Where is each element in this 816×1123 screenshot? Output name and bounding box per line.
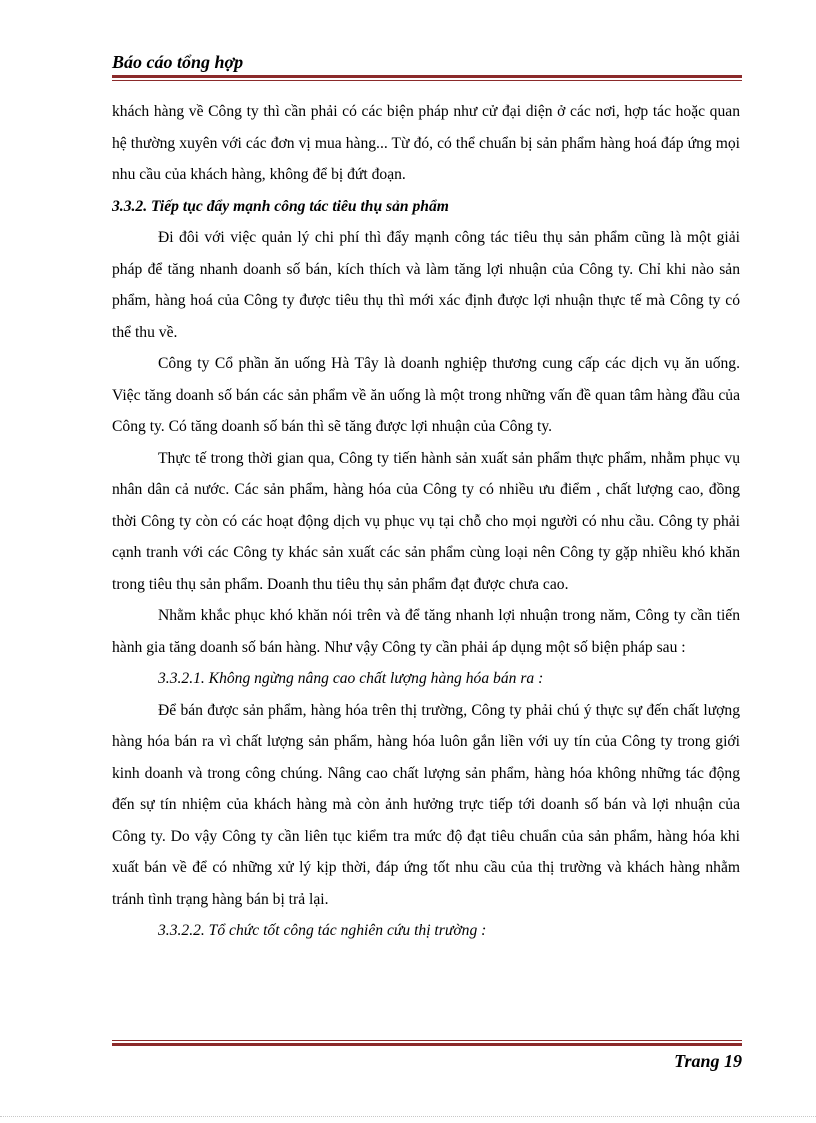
footer-rule-thin: [112, 1040, 742, 1041]
paragraph: Để bán được sản phẩm, hàng hóa trên thị trường, Công ty phải chú ý thực sự đến chất lượng hàng hóa bán ra vì chất lượng sản phẩm, hàng hóa luôn gắn liền với uy tín của Công ty trong giới kinh doanh và trong công chúng. Nâng cao chất lượng sản phẩm, hàng hóa không những tác động đến sự tín nhiệm của khách hàng mà còn ảnh hưởng trực tiếp tới doanh số bán và lợi nhuận của Công ty. Do vậy Công ty cần liên tục kiểm tra mức độ đạt tiêu chuẩn của sản phẩm, hàng hóa khi xuất bán về để có những xử lý kịp thời, đáp ứng tốt nhu cầu của thị trường và khách hàng nhằm tránh tình trạng hàng bán bị trả lại.: [112, 701, 740, 908]
body-content: [112, 96, 740, 947]
section-heading: 3.3.2. Tiếp tục đẩy mạnh công tác tiêu thụ sản phẩm: [112, 197, 449, 215]
paragraph: Đi đôi với việc quản lý chi phí thì đẩy mạnh công tác tiêu thụ sản phẩm cũng là một giải pháp để tăng nhanh doanh số bán, kích thích và làm tăng lợi nhuận của Công ty. Chỉ khi nào sản phẩm, hàng hoá của Công ty được tiêu thụ thì mới xác định được lợi nhuận thực tế mà Công ty có thể thu về.: [112, 229, 740, 341]
page-number: Trang 19: [674, 1051, 742, 1071]
subsection-heading: 3.3.2.2. Tổ chức tốt công tác nghiên cứu thị trường :: [158, 922, 487, 939]
paragraph: khách hàng về Công ty thì cần phải có các biện pháp như cử đại diện ở các nơi, hợp tác hoặc quan hệ thường xuyên với các đơn vị mua hàng... Từ đó, có thể chuẩn bị sản phẩm hàng hoá đáp ứng mọi nhu cầu của khách hàng, không để bị đứt đoạn.: [112, 103, 740, 183]
paragraph: Thực tế trong thời gian qua, Công ty tiến hành sản xuất sản phẩm thực phẩm, nhằm phục vụ nhân dân cả nước. Các sản phẩm, hàng hóa của Công ty có nhiều ưu điểm , chất lượng cao, đồng thời Công ty còn có các hoạt động dịch vụ phục vụ tại chỗ cho mọi người có nhu cầu. Công ty phải cạnh tranh với các Công ty khác sản xuất các sản phẩm cùng loại nên Công ty gặp nhiều khó khăn trong tiêu thụ sản phẩm. Doanh thu tiêu thụ sản phẩm đạt được chưa cao.: [112, 449, 740, 593]
paragraph: Nhằm khắc phục khó khăn nói trên và để tăng nhanh lợi nhuận trong năm, Công ty cần tiến hành gia tăng doanh số bán hàng. Như vậy Công ty cần phải áp dụng một số biện pháp sau :: [112, 607, 740, 656]
header-rule-thick: [112, 75, 742, 78]
paragraph: Công ty Cổ phần ăn uống Hà Tây là doanh nghiệp thương cung cấp các dịch vụ ăn uống. Việc tăng doanh số bán các sản phẩm về ăn uống là một trong những vấn đề quan tâm hàng đầu của Công ty. Có tăng doanh số bán thì sẽ tăng được lợi nhuận của Công ty.: [112, 355, 740, 435]
header-rule: [112, 75, 742, 81]
header-title: Báo cáo tổng hợp: [112, 52, 244, 72]
subsection-heading: 3.3.2.1. Không ngừng nâng cao chất lượng hàng hóa bán ra :: [158, 670, 544, 687]
header-rule-thin: [112, 80, 742, 81]
footer-rule: [112, 1040, 742, 1046]
footer-rule-thick: [112, 1043, 742, 1046]
page-edge-dotted-line: [0, 1116, 816, 1117]
